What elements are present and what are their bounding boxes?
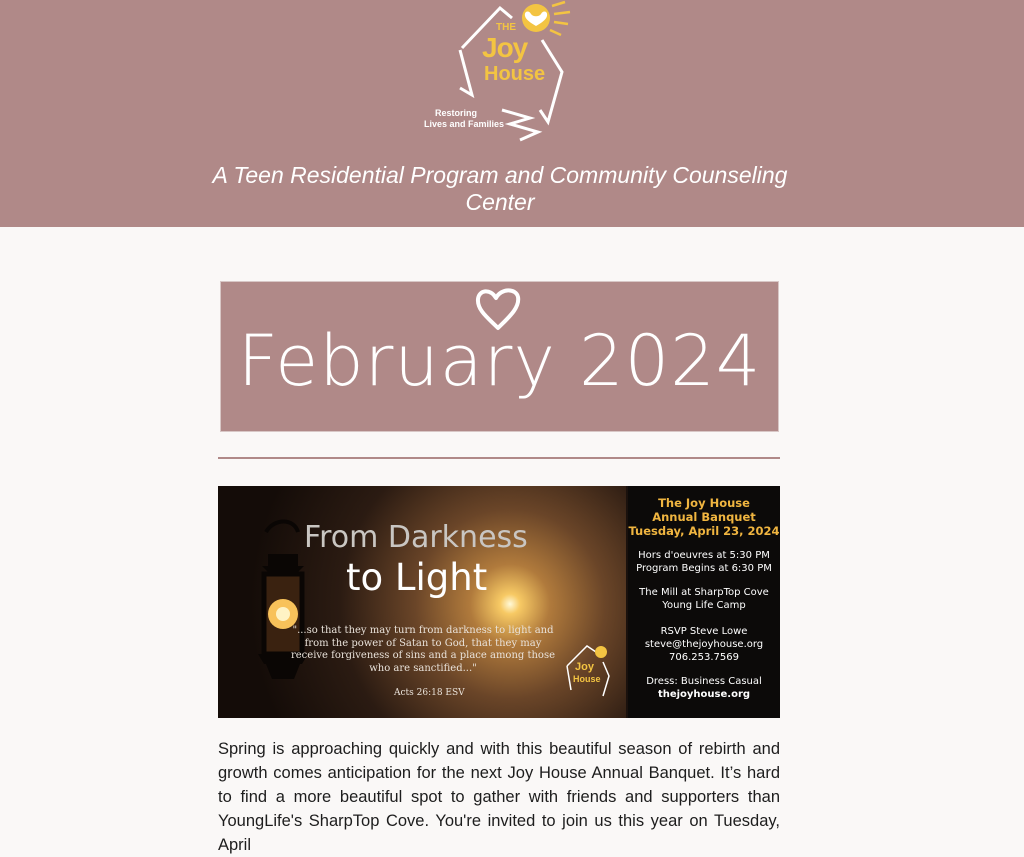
banquet-flyer [218, 486, 780, 718]
flyer-title-light: to Light [346, 556, 488, 599]
heart-icon [474, 286, 522, 332]
logo-tagline-lives: Lives and Families [424, 119, 505, 129]
newsletter-header [0, 0, 1024, 227]
banquet-rsvp: RSVP Steve Lowe [660, 626, 748, 637]
banquet-info-panel [628, 486, 780, 718]
logo-house: House [484, 63, 546, 85]
article-paragraph: Spring is approaching quickly and with this beautiful season of rebirth and growth comes anticipation for the next Joy House Annual Banquet. It’s hard to find a more beautiful spot to gather with friends and supporters than YoungLife's SharpTop Cove. You're invited to join us this year on Tuesday, April [218, 740, 780, 854]
svg-text:House: House [573, 674, 601, 684]
section-divider [218, 457, 780, 459]
flyer-verse-reference: Acts 26:18 ESV [394, 688, 465, 698]
flyer-verse: "...so that they may turn from darkness to light and from the power of Satan to God, that they may receive forgiveness of sins and a place among those who are sanctified..." [290, 625, 555, 674]
banquet-photo [218, 486, 626, 718]
banquet-org: The Joy House [658, 496, 750, 510]
banquet-hors-doeuvres: Hors d'oeuvres at 5:30 PM [638, 550, 770, 561]
banquet-venue: The Mill at SharpTop Cove [639, 587, 769, 598]
banquet-phone: 706.253.7569 [669, 652, 739, 663]
month-title: February 2024 [237, 320, 762, 402]
banquet-program-time: Program Begins at 6:30 PM [636, 563, 772, 574]
logo-joy: Joy [482, 32, 528, 63]
header-tagline: A Teen Residential Program and Community Counseling Center [212, 162, 788, 215]
logo-the: THE [496, 22, 516, 33]
svg-text:Joy: Joy [575, 661, 594, 673]
banquet-website[interactable]: thejoyhouse.org [657, 689, 751, 700]
banquet-date: Tuesday, April 23, 2024 [628, 524, 780, 538]
banquet-email[interactable]: steve@thejoyhouse.org [644, 639, 764, 650]
flyer-title-darkness: From Darkness [304, 520, 528, 555]
banquet-venue-camp: Young Life Camp [662, 600, 746, 611]
banquet-event: Annual Banquet [652, 510, 756, 524]
logo-tagline-restoring: Restoring [435, 108, 478, 118]
banquet-dress-code: Dress: Business Casual [646, 676, 762, 687]
joy-house-mini-logo [561, 642, 616, 702]
